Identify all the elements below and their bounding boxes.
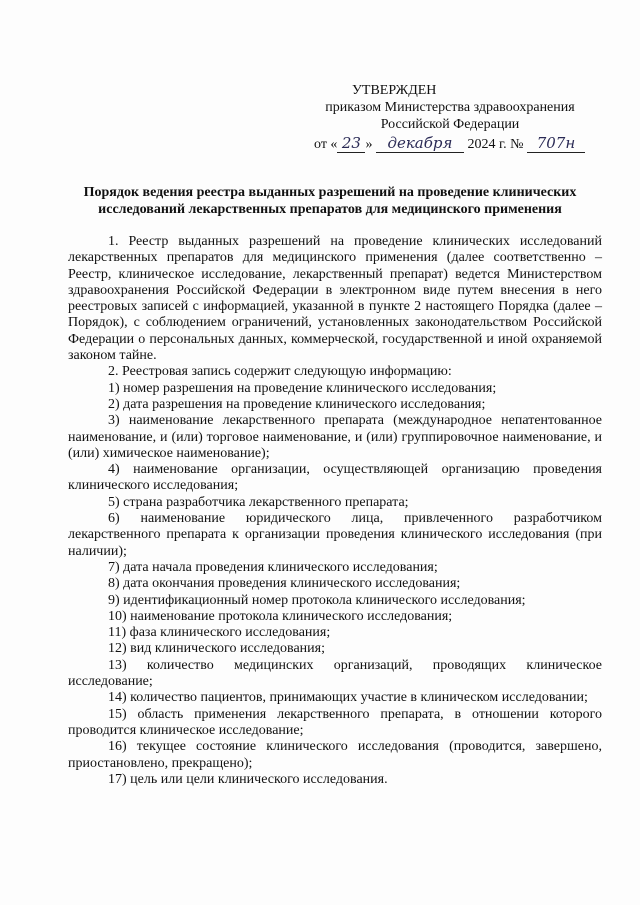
approval-date-line [314,135,600,153]
document-body [68,234,602,788]
paragraph: 17) цель или цели клинического исследования. [108,771,388,787]
paragraph: 3) наименование лекарственного препарата (международное непатентованное наименование, и (или) торговое наименование, и (или) группировочное наименование, и (или) химическое наименование); [68,413,602,461]
handwritten-order-number: 707н [527,135,585,153]
paragraph: 15) область применения лекарственного препарата, в отношении которого проводится клиническое исследование; [68,706,602,738]
paragraph: 2) дата разрешения на проведение клинического исследования; [108,396,486,412]
paragraph: 13) количество медицинских организаций, проводящих клиническое исследование; [68,657,602,690]
handwritten-month: декабря [376,135,464,153]
approval-line-ministry: приказом Министерства здравоохранения [325,100,575,115]
paragraph: 9) идентификационный номер протокола клинического исследования; [108,592,526,608]
handwritten-day: 23 [337,135,365,153]
paragraph: 1. Реестр выданных разрешений на проведение клинических исследований лекарственных препаратов для медицинского применения (далее соответственно – Реестр, клиническое исследование, лекарственный препарат) ведется Министерством здравоохранения Российской Федерации в электронном виде путем внесения в него реестровых записей с информацией, указанной в пункте 2 настоящего Порядка (далее – Порядок), с соблюдением ограничений, установленных законодательством Российской Федерации о персональных данных, коммерческой, государственной и иной охраняемой законом тайне. [68,234,602,364]
paragraph: 12) вид клинического исследования; [108,641,325,657]
paragraph: 16) текущее состояние клинического исследования (проводится, завершено, приостановлено, прекращено); [68,739,602,771]
paragraph: 10) наименование протокола клинического исследования; [108,608,453,624]
paragraph: 6) наименование юридического лица, привлеченного разработчиком лекарственного препарата к организации проведения клинического исследования (при наличии); [68,511,602,559]
paragraph: 2. Реестровая запись содержит следующую информацию: [108,364,452,380]
date-prefix: от « [314,137,338,152]
approval-stamp [300,82,600,153]
date-quote-close: » [365,137,373,152]
paragraph: 1) номер разрешения на проведение клинического исследования; [108,380,497,396]
paragraph: 8) дата окончания проведения клинического исследования; [108,576,461,592]
paragraph: 5) страна разработчика лекарственного препарата; [108,494,409,510]
date-year: 2024 г. № [467,137,524,152]
approval-heading: УТВЕРЖДЕН [352,83,437,98]
paragraph: 4) наименование организации, осуществляющей организацию проведения клинического исследования; [68,462,602,494]
paragraph: 7) дата начала проведения клинического исследования; [108,559,438,575]
document-title: Порядок ведения реестра выданных разрешений на проведение клинических исследований лекарственных препаратов для медицинского применения [83,185,577,217]
paragraph: 11) фаза клинического исследования; [108,625,331,641]
approval-line-federation: Российской Федерации [380,117,520,132]
paragraph: 14) количество пациентов, принимающих участие в клиническом исследовании; [108,690,588,706]
